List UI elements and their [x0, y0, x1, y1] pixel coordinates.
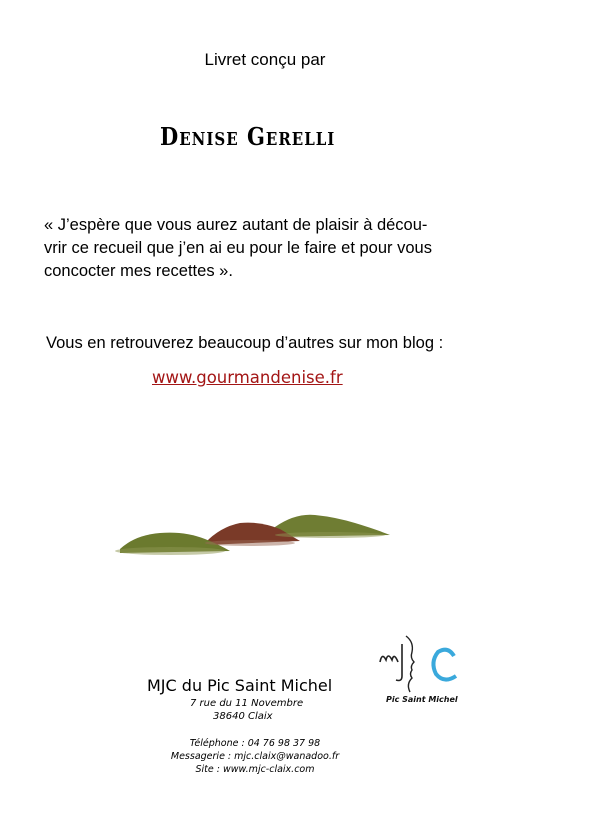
blog-link[interactable]: www.gourmandenise.fr: [152, 368, 343, 387]
mjc-name: MJC du Pic Saint Michel: [147, 676, 333, 695]
author-name: Denise Gerelli: [160, 122, 336, 151]
mjc-email: Messagerie : mjc.claix@wanadoo.fr: [170, 751, 340, 762]
quote-line: « J’espère que vous aurez autant de plaisir à décou-: [44, 216, 428, 234]
spice-piles-image: [110, 505, 400, 565]
logo-face-profile: [406, 636, 414, 692]
mjc-address-street: 7 rue du 11 Novembre: [190, 698, 304, 709]
mjc-site: Site : www.mjc-claix.com: [195, 764, 315, 775]
mjc-address-city: 38640 Claix: [213, 711, 273, 722]
mjc-logo: [376, 630, 468, 708]
blog-intro-text: Vous en retrouverez beaucoup d’autres sur mon blog :: [46, 334, 444, 352]
logo-caption: Pic Saint Michel: [386, 695, 458, 704]
logo-j-letter: [396, 644, 402, 681]
quote-line: concocter mes recettes ».: [44, 262, 233, 280]
mjc-phone: Téléphone : 04 76 98 37 98: [189, 738, 321, 749]
mjc-contact-block: [150, 737, 360, 776]
intro-text: Livret conçu par: [204, 50, 326, 69]
author-quote: [44, 214, 484, 283]
logo-m-letter: [380, 656, 398, 662]
quote-line: vrir ce recueil que j’en ai eu pour le faire et pour vous: [44, 239, 432, 257]
logo-c-letter: [433, 650, 456, 680]
